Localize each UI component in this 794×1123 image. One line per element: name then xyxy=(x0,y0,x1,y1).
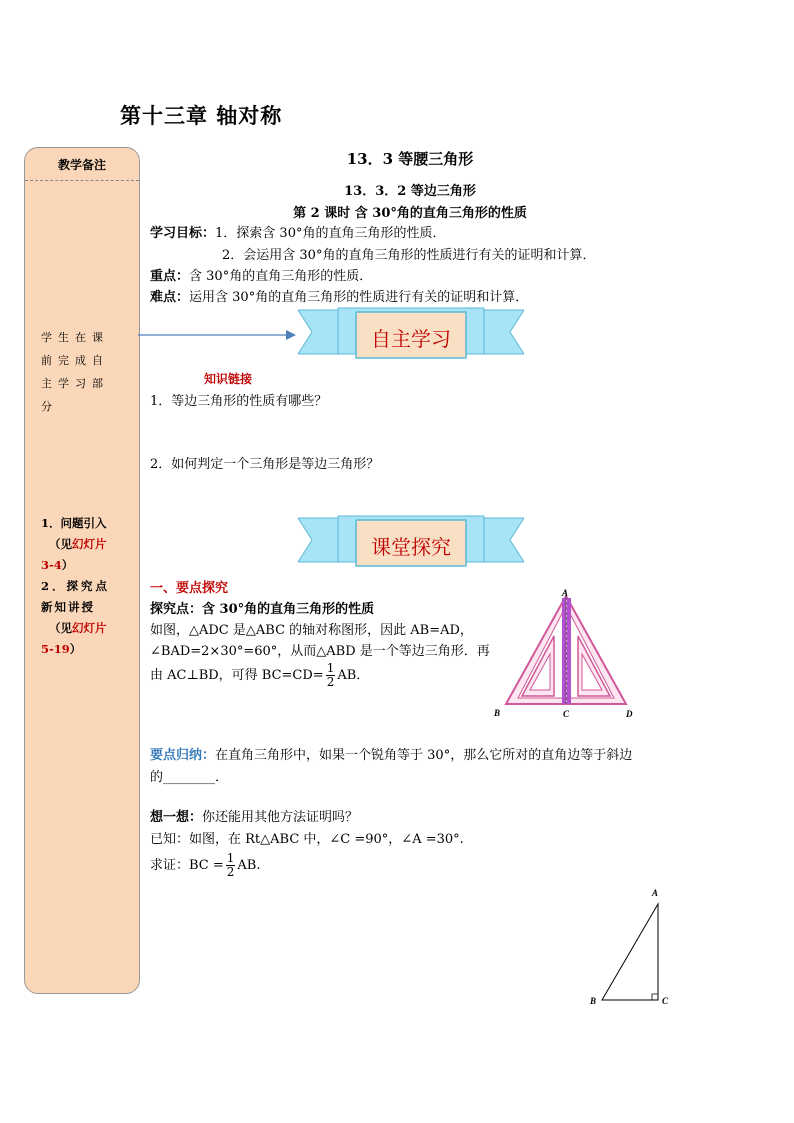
label-d: D xyxy=(626,709,633,719)
explore-line2: ∠BAD=2×30°=60°，从而△ABD 是一个等边三角形．再 xyxy=(150,644,490,659)
objectives-line1: 学习目标：1．探索含 30°角的直角三角形的性质． xyxy=(150,226,446,241)
sidebar-header: 教学备注 xyxy=(25,148,139,181)
section-heading: 13．3 等腰三角形 xyxy=(346,150,474,168)
difficult-point: 难点：运用含 30°角的直角三角形的性质进行有关的证明和计算． xyxy=(150,290,529,305)
fraction: $\frac{1}{2}$ xyxy=(226,851,235,879)
teaching-notes-sidebar xyxy=(24,147,140,994)
explore-point: 探究点：含 30°角的直角三角形的性质 xyxy=(150,602,375,617)
sidebar-steps: 1．问题引入 （见幻灯片 3-4） 2．探究点 新知讲授 （见幻灯片 5-19） xyxy=(41,513,137,660)
objectives-line2: 2．会运用含 30°角的直角三角形的性质进行有关的证明和计算． xyxy=(222,248,596,263)
banner-title: 课堂探究 xyxy=(371,535,451,559)
given-statement: 已知：如图，在 Rt△ABC 中，∠C =90°，∠A =30°. xyxy=(150,832,464,847)
step1-title: 1．问题引入 xyxy=(41,516,107,530)
step2-title: 2．探究点 xyxy=(41,579,111,593)
label-b: B xyxy=(590,996,597,1006)
arrow-right-icon xyxy=(138,328,298,342)
label-a: A xyxy=(652,888,659,898)
section-title: 一、要点探究 xyxy=(150,581,229,596)
key-point: 重点：含 30°角的直角三角形的性质． xyxy=(150,269,373,284)
key-summary-line2: 的________． xyxy=(150,770,229,785)
question-1: 1．等边三角形的性质有哪些？ xyxy=(150,394,328,409)
right-triangle-figure xyxy=(588,884,678,1010)
prove-statement: 求证：BC = $\frac{1}{2}$ AB. xyxy=(150,851,261,879)
chapter-title: 第十三章 轴对称 xyxy=(120,103,283,128)
self-study-banner xyxy=(298,306,524,362)
banner-title: 自主学习 xyxy=(371,327,451,351)
subsection-heading: 13．3．2 等边三角形 xyxy=(344,184,476,199)
label-c: C xyxy=(563,709,570,719)
think-prompt: 想一想：你还能用其他方法证明吗？ xyxy=(150,810,359,825)
explore-line3: 由 AC⊥BD，可得 BC=CD= $\frac{1}{2}$ AB． xyxy=(150,661,370,689)
equilateral-triangle-figure xyxy=(488,584,648,720)
label-a: A xyxy=(562,588,569,598)
class-inquiry-banner xyxy=(298,514,524,570)
fraction: $\frac{1}{2}$ xyxy=(326,661,335,689)
explore-line1: 如图，△ADC 是△ABC 的轴对称图形，因此 AB=AD， xyxy=(150,623,473,638)
question-2: 2．如何判定一个三角形是等边三角形？ xyxy=(150,457,380,472)
knowledge-link-title: 知识链接 xyxy=(204,372,253,386)
lesson-heading: 第 2 课时 含 30°角的直角三角形的性质 xyxy=(293,206,527,221)
label-c: C xyxy=(662,996,669,1006)
label-b: B xyxy=(494,708,501,718)
sidebar-note: 学生在课前完成自主学习部分 xyxy=(41,331,109,413)
key-summary: 要点归纳：在直角三角形中，如果一个锐角等于 30°，那么它所对的直角边等于斜边 xyxy=(150,748,633,763)
